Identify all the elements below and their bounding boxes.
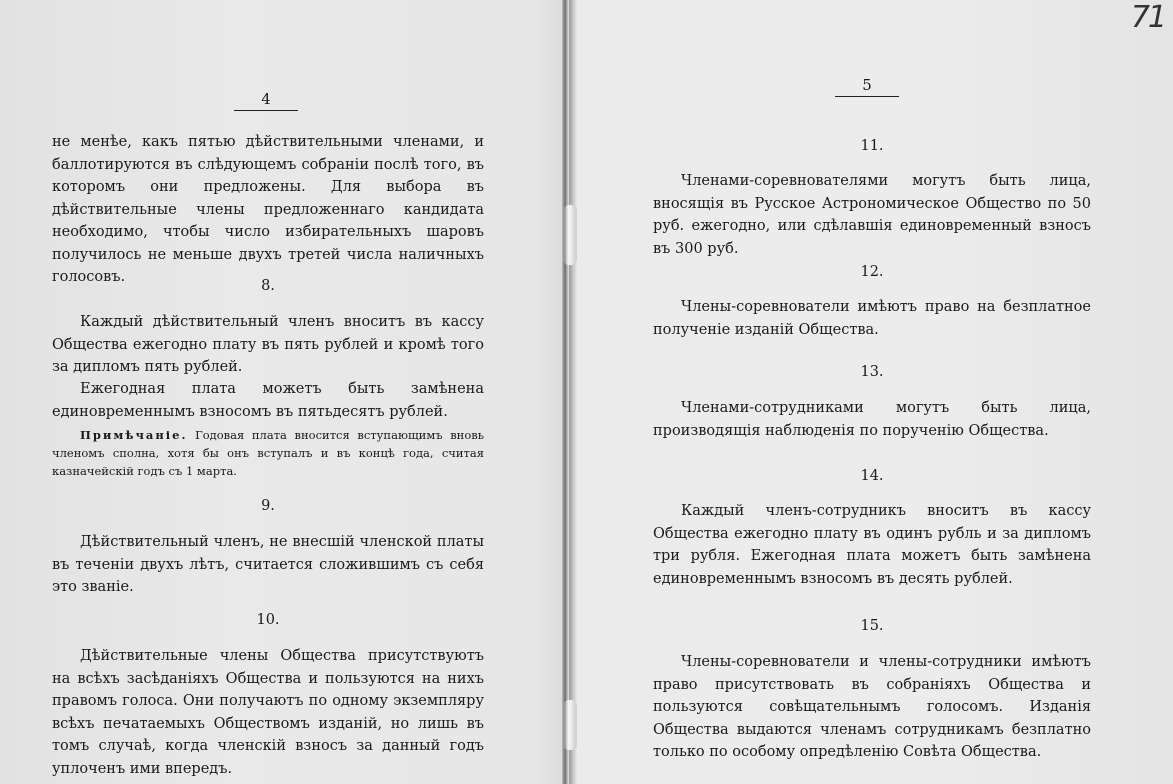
footnote-lead: Примѣчаніе. [80, 428, 188, 442]
section-14-paragraph: Каждый членъ-сотрудникъ вноситъ въ кассу Общества ежегодно плату въ одинъ рубль и за дипломъ три рубля. Ежегодная плата можетъ быть замѣнена единовременнымъ взносомъ въ десять рублей. [653, 503, 1091, 587]
left-page [52, 0, 484, 784]
section-8-heading: 8. [261, 278, 275, 294]
binding-stitch [563, 700, 577, 750]
paragraph-continued: не менѣе, какъ пятью дѣйствительными членами, и баллотируются въ слѣдующемъ собраніи послѣ того, въ которомъ они предложены. Для выбора въ дѣйствительные члены предложеннаго кандидата необходимо, чтобы число избирательныхъ шаровъ получилось не меньше двухъ третей числа наличныхъ голосовъ. [52, 134, 484, 285]
section-14-heading: 14. [860, 468, 884, 484]
page-number-rule [835, 96, 899, 97]
section-15-paragraph: Члены-соревнователи и члены-сотрудники имѣютъ право присутствовать въ собраніяхъ Общества и пользуются совѣщательнымъ голосомъ. Изданія Общества выдаются членамъ сотрудникамъ безплатно только по особому опредѣленію Совѣта Общества. [653, 654, 1091, 760]
section-13-paragraph: Членами-сотрудниками могутъ быть лица, производящія наблюденія по порученію Общества. [653, 400, 1091, 439]
footnote [52, 426, 484, 480]
book-gutter [562, 0, 568, 784]
section-15-heading: 15. [860, 618, 884, 634]
section-9-paragraph: Дѣйствительный членъ, не внесшій членской платы въ теченіи двухъ лѣтъ, считается сложившимъ съ себя это званіе. [52, 534, 484, 595]
page-number-right [835, 76, 899, 97]
section-12-paragraph: Члены-соревнователи имѣютъ право на безплатное полученіе изданій Общества. [653, 299, 1091, 338]
section-9-heading: 9. [261, 498, 275, 514]
page-number-left [234, 90, 298, 111]
page-number-text: 4 [261, 90, 271, 108]
binding-stitch [563, 205, 577, 265]
section-10-paragraph: Дѣйствительные члены Общества присутствуютъ на всѣхъ засѣданіяхъ Общества и пользуются на нихъ правомъ голоса. Они получаютъ по одному экземпляру всѣхъ печатаемыхъ Обществомъ изданій, но лишь въ томъ случаѣ, когда членскій взносъ за данный годъ уплоченъ ими впередъ. [52, 648, 484, 777]
handwritten-folio-mark: 71 [1130, 0, 1165, 35]
page-number-text: 5 [862, 76, 872, 94]
section-10-heading: 10. [256, 612, 280, 628]
page-number-rule [234, 110, 298, 111]
section-12-heading: 12. [860, 264, 884, 280]
section-8-paragraph-1: Каждый дѣйствительный членъ вноситъ въ кассу Общества ежегодно плату въ пять рублей и кромѣ того за дипломъ пять рублей. [52, 314, 484, 375]
section-8-paragraph-2: Ежегодная плата можетъ быть замѣнена единовременнымъ взносомъ въ пятьдесятъ рублей. [52, 381, 484, 420]
footnote-text: Годовая плата вносится вступающимъ вновь членомъ сполна, хотя бы онъ вступалъ и въ концѣ года, считая казначейскій годъ съ 1 марта. [52, 428, 484, 478]
section-11-heading: 11. [860, 138, 884, 154]
section-13-heading: 13. [860, 364, 884, 380]
section-11-paragraph: Членами-соревнователями могутъ быть лица, вносящія въ Русское Астрономическое Общество по 50 руб. ежегодно, или сдѣлавшія единовременный взносъ въ 300 руб. [653, 173, 1091, 257]
right-page [653, 0, 1091, 784]
